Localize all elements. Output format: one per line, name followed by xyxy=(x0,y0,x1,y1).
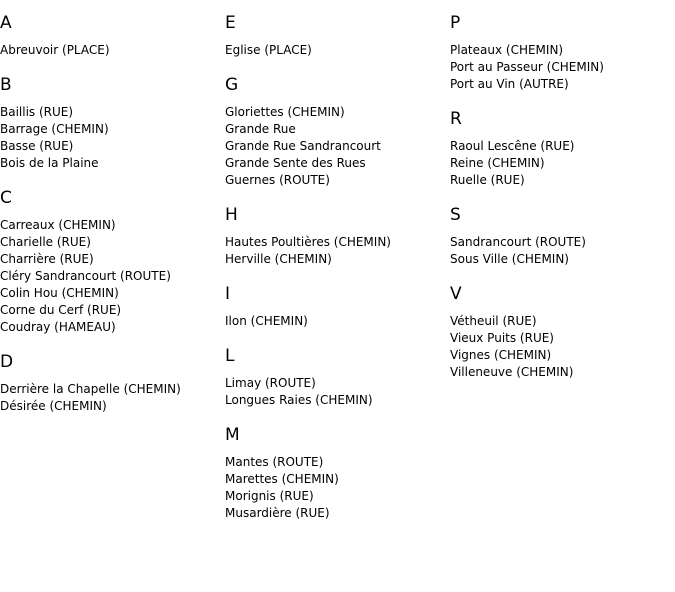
street-link[interactable]: Port au Passeur (CHEMIN) xyxy=(450,60,604,74)
street-link[interactable]: Sous Ville (CHEMIN) xyxy=(450,252,569,266)
street-link[interactable]: Vétheuil (RUE) xyxy=(450,314,537,328)
letter-section-e xyxy=(225,12,445,59)
section-letter-heading: I xyxy=(225,284,231,304)
section-letter-heading: G xyxy=(225,75,239,95)
street-list xyxy=(225,454,445,522)
section-letter-heading: P xyxy=(450,13,461,33)
street-link[interactable]: Charrière (RUE) xyxy=(0,252,94,266)
section-letter-heading: B xyxy=(0,75,12,95)
street-link[interactable]: Longues Raies (CHEMIN) xyxy=(225,393,373,407)
street-link[interactable]: Gloriettes (CHEMIN) xyxy=(225,105,345,119)
street-link[interactable]: Grande Rue Sandrancourt xyxy=(225,139,381,153)
letter-section-r xyxy=(450,108,670,189)
street-link[interactable]: Bois de la Plaine xyxy=(0,156,99,170)
street-link[interactable]: Port au Vin (AUTRE) xyxy=(450,77,569,91)
street-link[interactable]: Plateaux (CHEMIN) xyxy=(450,43,564,57)
section-letter-heading: D xyxy=(0,352,14,372)
street-link[interactable]: Reine (CHEMIN) xyxy=(450,156,545,170)
street-link[interactable]: Grande Rue xyxy=(225,122,296,136)
street-link[interactable]: Corne du Cerf (RUE) xyxy=(0,303,122,317)
street-link[interactable]: Grande Sente des Rues xyxy=(225,156,366,170)
street-link[interactable]: Charielle (RUE) xyxy=(0,235,91,249)
section-letter-heading: H xyxy=(225,205,238,225)
street-link[interactable]: Coudray (HAMEAU) xyxy=(0,320,116,334)
street-link[interactable]: Sandrancourt (ROUTE) xyxy=(450,235,586,249)
street-list xyxy=(450,138,670,189)
section-letter-heading: A xyxy=(0,13,12,33)
street-list xyxy=(225,42,445,59)
street-link[interactable]: Carreaux (CHEMIN) xyxy=(0,218,116,232)
section-letter-heading: V xyxy=(450,284,462,304)
street-index-column-3 xyxy=(450,12,670,396)
section-letter-heading: M xyxy=(225,425,240,445)
street-link[interactable]: Mantes (ROUTE) xyxy=(225,455,324,469)
street-link[interactable]: Villeneuve (CHEMIN) xyxy=(450,365,574,379)
street-index-column-2 xyxy=(225,12,445,537)
letter-section-c xyxy=(0,187,220,336)
street-list xyxy=(0,381,220,415)
street-list xyxy=(450,42,670,93)
letter-section-a xyxy=(0,12,220,59)
street-link[interactable]: Vieux Puits (RUE) xyxy=(450,331,554,345)
letter-section-g xyxy=(225,74,445,189)
street-link[interactable]: Désirée (CHEMIN) xyxy=(0,399,107,413)
street-list xyxy=(450,313,670,381)
street-link[interactable]: Herville (CHEMIN) xyxy=(225,252,332,266)
street-link[interactable]: Guernes (ROUTE) xyxy=(225,173,330,187)
street-list xyxy=(450,234,670,268)
letter-section-i xyxy=(225,283,445,330)
street-list xyxy=(0,42,220,59)
street-link[interactable]: Vignes (CHEMIN) xyxy=(450,348,552,362)
letter-section-p xyxy=(450,12,670,93)
street-index-column-1 xyxy=(0,12,220,430)
street-link[interactable]: Eglise (PLACE) xyxy=(225,43,312,57)
street-link[interactable]: Abreuvoir (PLACE) xyxy=(0,43,110,57)
street-list xyxy=(225,375,445,409)
street-link[interactable]: Ilon (CHEMIN) xyxy=(225,314,308,328)
letter-section-h xyxy=(225,204,445,268)
street-list xyxy=(225,104,445,189)
street-link[interactable]: Baillis (RUE) xyxy=(0,105,74,119)
street-link[interactable]: Raoul Lescêne (RUE) xyxy=(450,139,575,153)
letter-section-m xyxy=(225,424,445,522)
section-letter-heading: C xyxy=(0,188,12,208)
section-letter-heading: L xyxy=(225,346,235,366)
letter-section-l xyxy=(225,345,445,409)
street-link[interactable]: Morignis (RUE) xyxy=(225,489,314,503)
street-link[interactable]: Musardière (RUE) xyxy=(225,506,330,520)
letter-section-b xyxy=(0,74,220,172)
street-link[interactable]: Marettes (CHEMIN) xyxy=(225,472,339,486)
street-link[interactable]: Barrage (CHEMIN) xyxy=(0,122,109,136)
street-link[interactable]: Limay (ROUTE) xyxy=(225,376,316,390)
street-link[interactable]: Colin Hou (CHEMIN) xyxy=(0,286,119,300)
street-link[interactable]: Ruelle (RUE) xyxy=(450,173,525,187)
section-letter-heading: R xyxy=(450,109,462,129)
section-letter-heading: S xyxy=(450,205,461,225)
letter-section-v xyxy=(450,283,670,381)
letter-section-d xyxy=(0,351,220,415)
street-list xyxy=(0,104,220,172)
street-list xyxy=(0,217,220,336)
street-link[interactable]: Basse (RUE) xyxy=(0,139,74,153)
street-link[interactable]: Cléry Sandrancourt (ROUTE) xyxy=(0,269,171,283)
street-list xyxy=(225,234,445,268)
street-link[interactable]: Hautes Poultières (CHEMIN) xyxy=(225,235,391,249)
letter-section-s xyxy=(450,204,670,268)
street-list xyxy=(225,313,445,330)
street-link[interactable]: Derrière la Chapelle (CHEMIN) xyxy=(0,382,181,396)
section-letter-heading: E xyxy=(225,13,236,33)
